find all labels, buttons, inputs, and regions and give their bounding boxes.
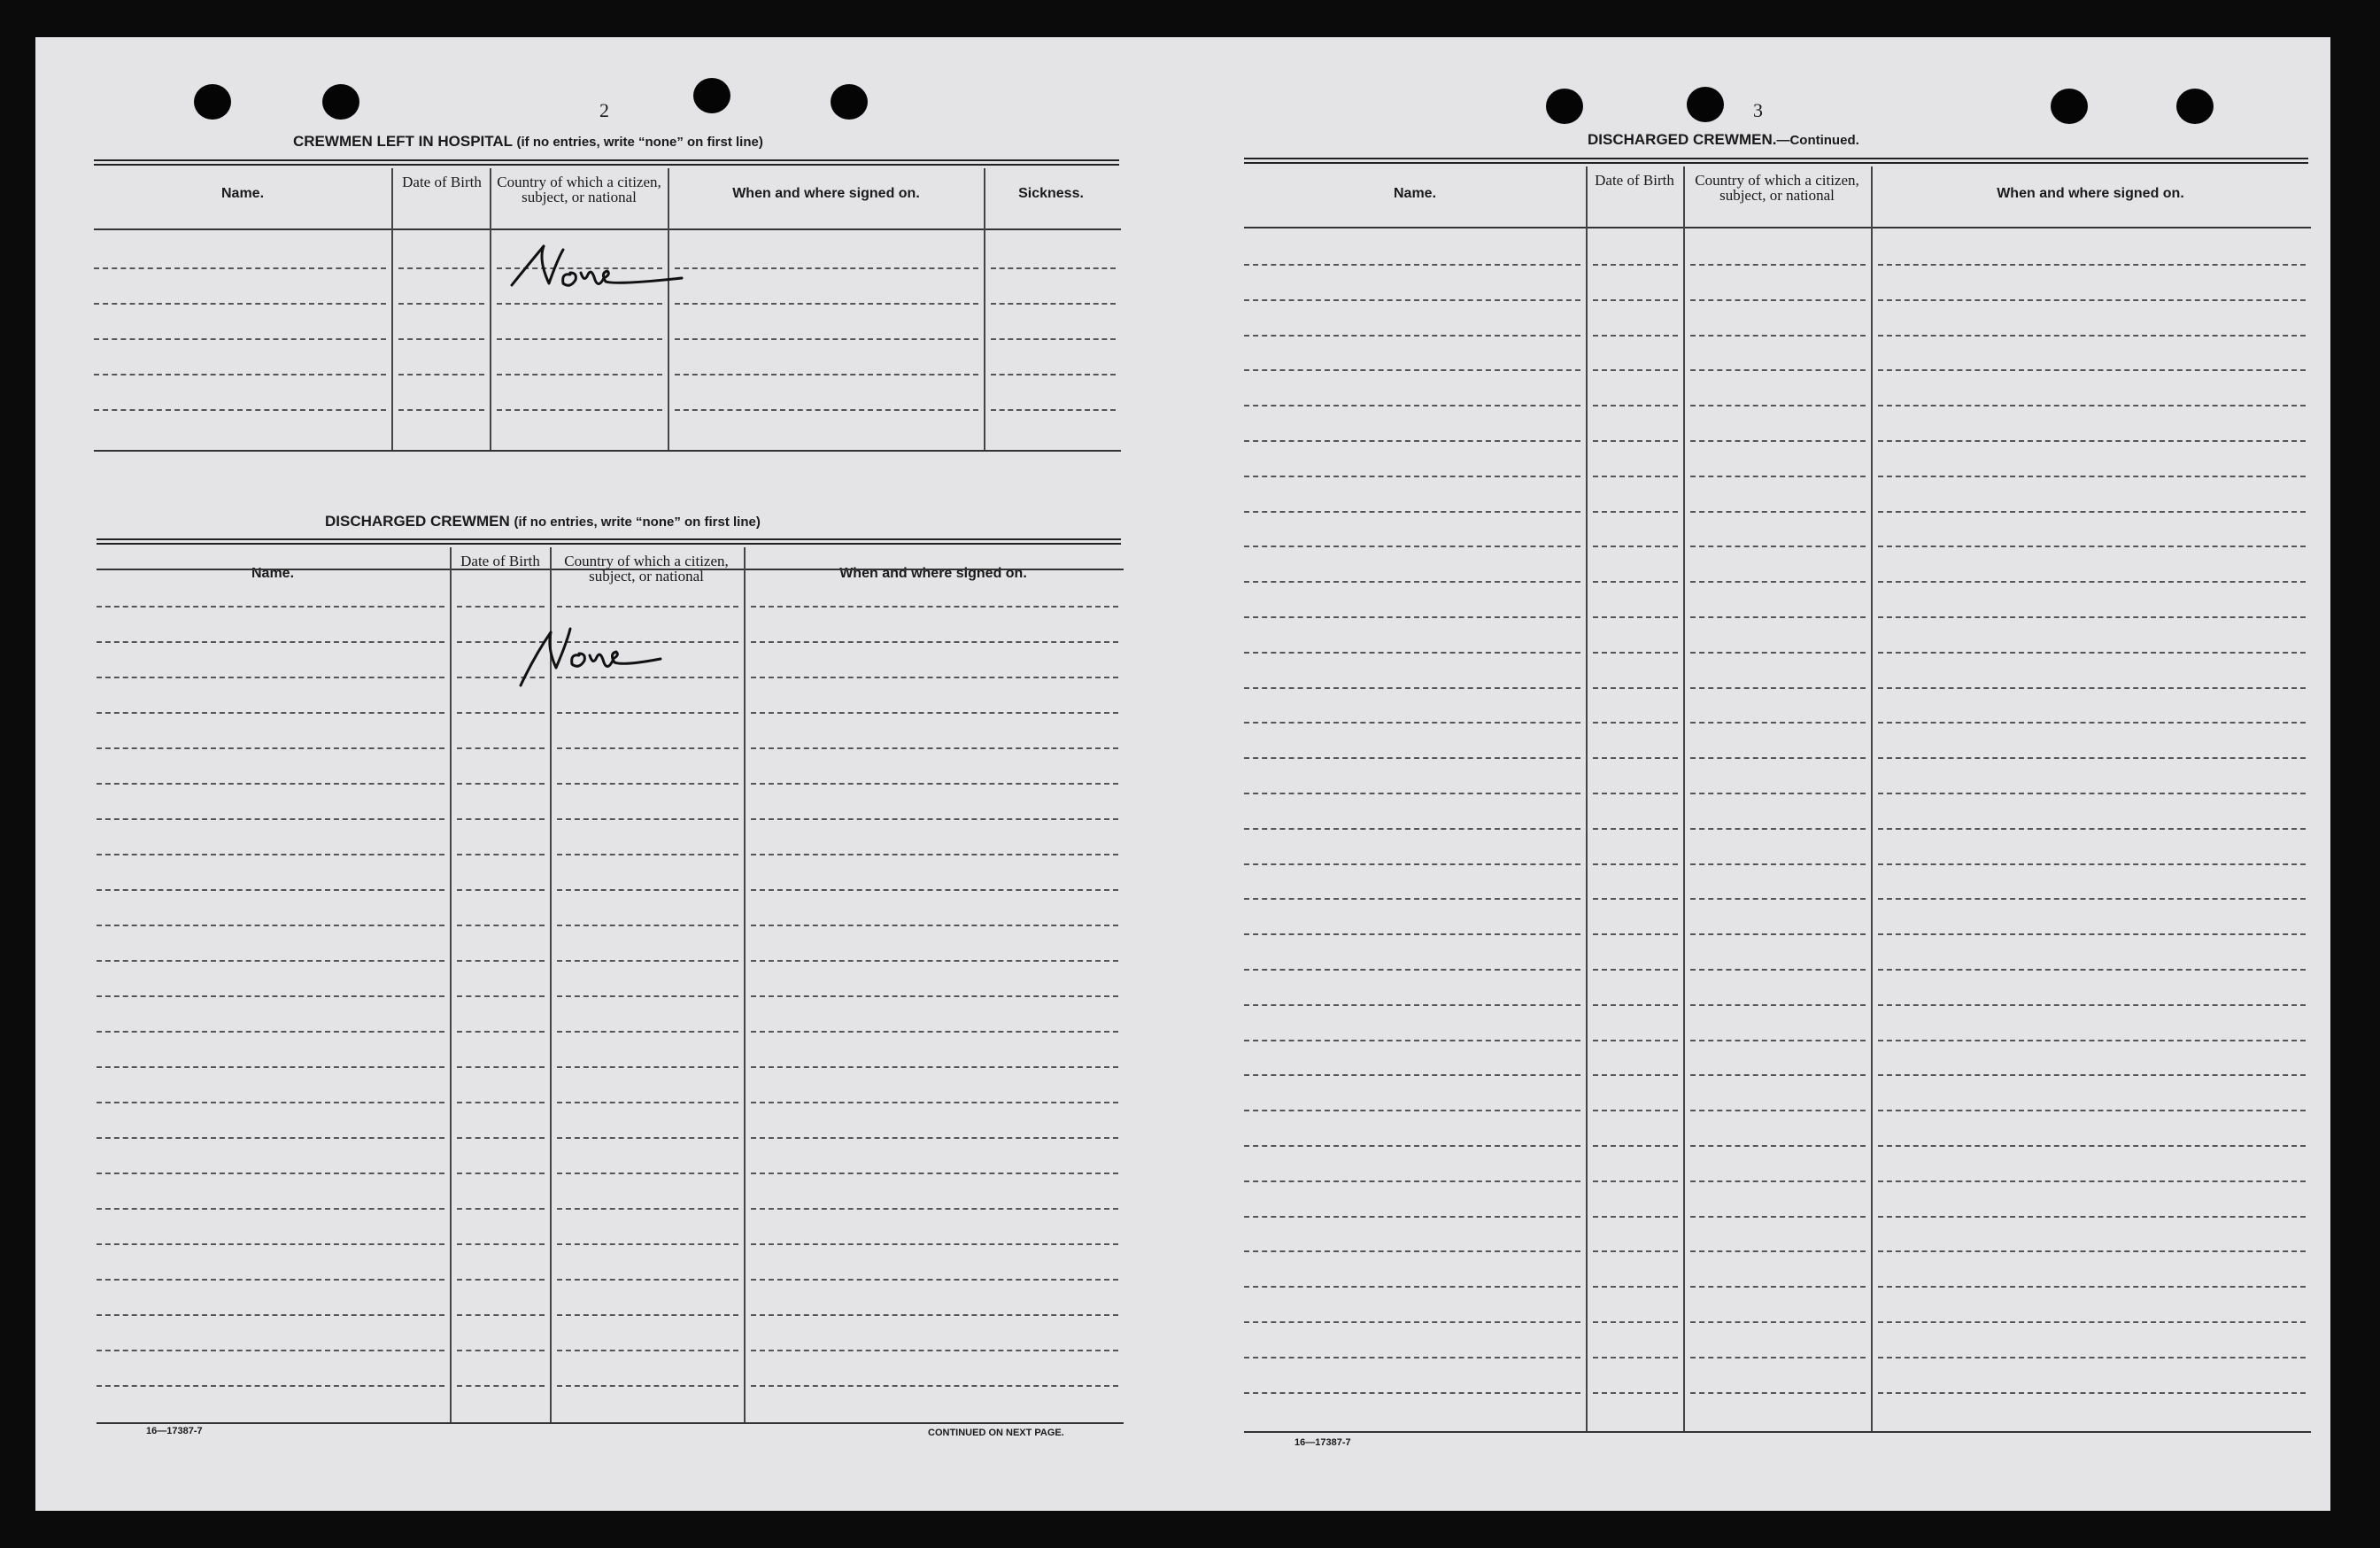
- handwritten-none-hospital: [505, 230, 717, 319]
- row-rule: [557, 1350, 738, 1351]
- row-rule: [557, 783, 738, 785]
- row-rule: [97, 1385, 444, 1387]
- row-rule: [1690, 581, 1866, 583]
- punch-hole: [2051, 89, 2088, 124]
- row-rule: [557, 1173, 738, 1174]
- row-rule: [1244, 1074, 1580, 1076]
- row-rule: [97, 1314, 444, 1316]
- row-rule: [1244, 828, 1580, 830]
- row-rule: [94, 374, 386, 375]
- row-rule: [1690, 335, 1866, 337]
- row-rule: [557, 1208, 738, 1210]
- row-rule: [1878, 511, 2306, 513]
- hospital-subtitle-text: (if no entries, write “none” on first line): [516, 135, 763, 150]
- row-rule: [675, 409, 978, 411]
- row-rule: [1593, 1145, 1678, 1147]
- row-rule: [1878, 1074, 2306, 1076]
- row-rule: [1244, 299, 1580, 301]
- row-rule: [751, 995, 1118, 997]
- row-rule: [97, 818, 444, 820]
- form-number-right: 16—17387-7: [1294, 1437, 1351, 1448]
- row-rule: [751, 1208, 1118, 1210]
- row-rule: [1593, 969, 1678, 971]
- row-rule: [97, 1031, 444, 1033]
- row-rule: [457, 1066, 545, 1068]
- row-rule: [1244, 687, 1580, 689]
- row-rule: [557, 960, 738, 962]
- row-rule: [1690, 863, 1866, 865]
- row-rule: [991, 267, 1116, 269]
- row-rule: [557, 1243, 738, 1245]
- row-rule: [1593, 546, 1678, 547]
- column-divider: [490, 168, 491, 450]
- row-rule: [1690, 1392, 1866, 1394]
- row-rule: [1690, 264, 1866, 266]
- row-rule: [557, 1385, 738, 1387]
- row-rule: [751, 1314, 1118, 1316]
- row-rule: [1690, 757, 1866, 759]
- row-rule: [751, 889, 1118, 891]
- row-rule: [1593, 757, 1678, 759]
- row-rule: [1878, 757, 2306, 759]
- row-rule: [1593, 1004, 1678, 1006]
- row-rule: [1878, 969, 2306, 971]
- row-rule: [1878, 1004, 2306, 1006]
- row-rule: [1878, 335, 2306, 337]
- row-rule: [1878, 1145, 2306, 1147]
- discharged-top-rule: [97, 538, 1121, 545]
- row-rule: [1593, 687, 1678, 689]
- row-rule: [497, 374, 662, 375]
- row-rule: [457, 1173, 545, 1174]
- row-rule: [1244, 546, 1580, 547]
- row-rule: [1593, 511, 1678, 513]
- row-rule: [1244, 440, 1580, 442]
- row-rule: [1244, 369, 1580, 371]
- row-rule: [751, 854, 1118, 855]
- row-rule: [557, 1314, 738, 1316]
- row-rule: [1593, 722, 1678, 724]
- row-rule: [557, 818, 738, 820]
- row-rule: [751, 606, 1118, 608]
- table-bottom-rule: [97, 1422, 1124, 1424]
- row-rule: [457, 712, 545, 714]
- column-divider: [1586, 166, 1588, 1431]
- row-rule: [557, 925, 738, 926]
- row-rule: [1593, 405, 1678, 406]
- discharged-title-text: DISCHARGED CREWMEN: [325, 513, 510, 530]
- table-bottom-rule: [94, 450, 1121, 452]
- header-rule: [97, 569, 1124, 570]
- punch-hole: [693, 78, 730, 113]
- row-rule: [398, 267, 484, 269]
- row-rule: [1878, 264, 2306, 266]
- row-rule: [751, 1066, 1118, 1068]
- row-rule: [97, 995, 444, 997]
- row-rule: [1690, 652, 1866, 654]
- discharged-continued-title: [1588, 131, 1859, 149]
- row-rule: [97, 889, 444, 891]
- discharged-col-name: Name.: [251, 566, 295, 581]
- row-rule: [1593, 476, 1678, 477]
- row-rule: [557, 995, 738, 997]
- row-rule: [457, 1279, 545, 1281]
- row-rule: [1690, 687, 1866, 689]
- row-rule: [457, 960, 545, 962]
- row-rule: [1593, 933, 1678, 935]
- row-rule: [97, 747, 444, 749]
- row-rule: [751, 1243, 1118, 1245]
- row-rule: [1690, 405, 1866, 406]
- row-rule: [751, 1385, 1118, 1387]
- row-rule: [1593, 793, 1678, 794]
- row-rule: [497, 409, 662, 411]
- row-rule: [1244, 1180, 1580, 1182]
- row-rule: [1593, 299, 1678, 301]
- row-rule: [1593, 652, 1678, 654]
- row-rule: [457, 1208, 545, 1210]
- row-rule: [1593, 1180, 1678, 1182]
- row-rule: [94, 409, 386, 411]
- row-rule: [457, 1137, 545, 1139]
- row-rule: [97, 854, 444, 855]
- row-rule: [1244, 1040, 1580, 1041]
- punch-hole: [194, 84, 231, 120]
- row-rule: [751, 747, 1118, 749]
- row-rule: [1244, 1286, 1580, 1288]
- row-rule: [1878, 828, 2306, 830]
- row-rule: [97, 712, 444, 714]
- row-rule: [1244, 1357, 1580, 1358]
- row-rule: [1244, 405, 1580, 406]
- row-rule: [1244, 616, 1580, 618]
- row-rule: [751, 1137, 1118, 1139]
- row-rule: [97, 1208, 444, 1210]
- column-divider: [1683, 166, 1685, 1431]
- row-rule: [1878, 546, 2306, 547]
- row-rule: [557, 889, 738, 891]
- row-rule: [97, 677, 444, 678]
- row-rule: [1593, 898, 1678, 900]
- page-number-left: 2: [599, 99, 609, 121]
- row-rule: [1690, 1286, 1866, 1288]
- row-rule: [675, 338, 978, 340]
- hospital-col-dob: Date of Birth: [402, 174, 482, 190]
- row-rule: [1690, 1074, 1866, 1076]
- row-rule: [457, 783, 545, 785]
- row-rule: [1878, 369, 2306, 371]
- row-rule: [1690, 1180, 1866, 1182]
- row-rule: [751, 677, 1118, 678]
- row-rule: [1244, 581, 1580, 583]
- row-rule: [457, 889, 545, 891]
- row-rule: [1244, 1145, 1580, 1147]
- punch-hole: [322, 84, 359, 120]
- row-rule: [1878, 793, 2306, 794]
- row-rule: [1690, 369, 1866, 371]
- row-rule: [1593, 1040, 1678, 1041]
- row-rule: [991, 303, 1116, 305]
- row-rule: [457, 925, 545, 926]
- row-rule: [751, 818, 1118, 820]
- row-rule: [1593, 1357, 1678, 1358]
- row-rule: [751, 641, 1118, 643]
- row-rule: [1593, 1250, 1678, 1252]
- column-divider: [391, 168, 393, 450]
- row-rule: [97, 1066, 444, 1068]
- row-rule: [1878, 687, 2306, 689]
- row-rule: [751, 960, 1118, 962]
- row-rule: [1244, 793, 1580, 794]
- row-rule: [557, 1102, 738, 1103]
- row-rule: [1690, 511, 1866, 513]
- row-rule: [1593, 1392, 1678, 1394]
- row-rule: [1878, 299, 2306, 301]
- continued-top-rule: [1244, 158, 2308, 164]
- hospital-title-text: CREWMEN LEFT IN HOSPITAL: [293, 133, 513, 150]
- row-rule: [1690, 546, 1866, 547]
- row-rule: [1690, 1040, 1866, 1041]
- row-rule: [497, 338, 662, 340]
- row-rule: [1878, 581, 2306, 583]
- row-rule: [1878, 898, 2306, 900]
- row-rule: [1690, 722, 1866, 724]
- row-rule: [457, 1314, 545, 1316]
- row-rule: [94, 338, 386, 340]
- row-rule: [1244, 1004, 1580, 1006]
- row-rule: [97, 1102, 444, 1103]
- row-rule: [1690, 1321, 1866, 1323]
- row-rule: [1244, 722, 1580, 724]
- row-rule: [1690, 969, 1866, 971]
- row-rule: [1593, 369, 1678, 371]
- row-rule: [1244, 476, 1580, 477]
- row-rule: [398, 409, 484, 411]
- scanned-document: [35, 37, 2330, 1511]
- row-rule: [457, 747, 545, 749]
- row-rule: [557, 854, 738, 855]
- row-rule: [97, 641, 444, 643]
- row-rule: [457, 1350, 545, 1351]
- continued-col-dob: Date of Birth: [1595, 172, 1674, 189]
- discharged-col-dob: Date of Birth: [460, 553, 540, 569]
- continued-subtitle-text: —Continued.: [1776, 133, 1859, 148]
- row-rule: [1593, 1286, 1678, 1288]
- row-rule: [1690, 898, 1866, 900]
- punch-hole: [831, 84, 868, 120]
- row-rule: [991, 338, 1116, 340]
- column-divider: [984, 168, 985, 450]
- row-rule: [1690, 1110, 1866, 1111]
- row-rule: [1690, 476, 1866, 477]
- row-rule: [991, 374, 1116, 375]
- row-rule: [1244, 933, 1580, 935]
- row-rule: [1244, 898, 1580, 900]
- row-rule: [1593, 264, 1678, 266]
- row-rule: [751, 1173, 1118, 1174]
- row-rule: [1690, 299, 1866, 301]
- row-rule: [751, 712, 1118, 714]
- row-rule: [1878, 863, 2306, 865]
- continued-title-text: DISCHARGED CREWMEN.: [1588, 131, 1777, 148]
- row-rule: [1878, 1216, 2306, 1218]
- row-rule: [1690, 616, 1866, 618]
- row-rule: [1593, 335, 1678, 337]
- row-rule: [1690, 793, 1866, 794]
- row-rule: [1244, 969, 1580, 971]
- row-rule: [1593, 1321, 1678, 1323]
- column-divider: [450, 547, 452, 1422]
- row-rule: [1690, 1004, 1866, 1006]
- row-rule: [398, 303, 484, 305]
- row-rule: [97, 1243, 444, 1245]
- handwritten-none-discharged: [515, 593, 719, 691]
- discharged-col-country: Country of which a citizen, subject, or national: [564, 553, 729, 584]
- row-rule: [1593, 1216, 1678, 1218]
- row-rule: [1878, 652, 2306, 654]
- continued-col-country: Country of which a citizen, subject, or national: [1695, 172, 1859, 204]
- row-rule: [1244, 1392, 1580, 1394]
- form-number-left: 16—17387-7: [146, 1426, 203, 1436]
- row-rule: [1593, 828, 1678, 830]
- row-rule: [1690, 933, 1866, 935]
- hospital-col-sickness: Sickness.: [1018, 186, 1084, 201]
- row-rule: [1690, 1250, 1866, 1252]
- row-rule: [1690, 828, 1866, 830]
- row-rule: [1878, 405, 2306, 406]
- row-rule: [1244, 757, 1580, 759]
- row-rule: [398, 374, 484, 375]
- row-rule: [1244, 1110, 1580, 1111]
- row-rule: [1878, 440, 2306, 442]
- row-rule: [1244, 1216, 1580, 1218]
- row-rule: [557, 1031, 738, 1033]
- row-rule: [457, 854, 545, 855]
- row-rule: [398, 338, 484, 340]
- row-rule: [991, 409, 1116, 411]
- row-rule: [1690, 1216, 1866, 1218]
- punch-hole: [1687, 87, 1724, 122]
- row-rule: [1244, 1250, 1580, 1252]
- hospital-section-title: [293, 133, 763, 151]
- row-rule: [751, 1102, 1118, 1103]
- row-rule: [97, 1350, 444, 1351]
- row-rule: [1878, 476, 2306, 477]
- row-rule: [675, 267, 978, 269]
- hospital-col-name: Name.: [220, 186, 265, 201]
- row-rule: [1593, 1074, 1678, 1076]
- row-rule: [1593, 1110, 1678, 1111]
- row-rule: [1878, 1286, 2306, 1288]
- row-rule: [1244, 511, 1580, 513]
- row-rule: [457, 1385, 545, 1387]
- punch-hole: [2176, 89, 2214, 124]
- row-rule: [557, 747, 738, 749]
- row-rule: [97, 960, 444, 962]
- row-rule: [557, 1066, 738, 1068]
- punch-hole: [1546, 89, 1583, 124]
- row-rule: [1593, 616, 1678, 618]
- row-rule: [557, 1137, 738, 1139]
- row-rule: [457, 995, 545, 997]
- continued-note: CONTINUED ON NEXT PAGE.: [928, 1428, 1064, 1438]
- row-rule: [1878, 1040, 2306, 1041]
- row-rule: [751, 925, 1118, 926]
- row-rule: [1878, 722, 2306, 724]
- row-rule: [1244, 863, 1580, 865]
- row-rule: [1878, 1250, 2306, 1252]
- row-rule: [1690, 440, 1866, 442]
- continued-col-signed-on: When and where signed on.: [1997, 186, 2184, 201]
- row-rule: [1244, 652, 1580, 654]
- row-rule: [1878, 1321, 2306, 1323]
- row-rule: [1690, 1145, 1866, 1147]
- row-rule: [1878, 1357, 2306, 1358]
- row-rule: [751, 783, 1118, 785]
- column-divider: [744, 547, 746, 1422]
- row-rule: [675, 303, 978, 305]
- row-rule: [675, 374, 978, 375]
- hospital-col-signed-on: When and where signed on.: [732, 186, 920, 201]
- row-rule: [1878, 933, 2306, 935]
- continued-col-name: Name.: [1393, 186, 1437, 201]
- discharged-col-signed-on: When and where signed on.: [839, 566, 1027, 581]
- row-rule: [1878, 1392, 2306, 1394]
- hospital-col-country: Country of which a citizen, subject, or national: [497, 174, 661, 205]
- row-rule: [97, 1173, 444, 1174]
- row-rule: [1593, 581, 1678, 583]
- row-rule: [557, 1279, 738, 1281]
- page-number-right: 3: [1753, 99, 1763, 121]
- row-rule: [751, 1031, 1118, 1033]
- row-rule: [1690, 1357, 1866, 1358]
- row-rule: [97, 606, 444, 608]
- row-rule: [94, 303, 386, 305]
- row-rule: [1244, 335, 1580, 337]
- header-rule: [1244, 227, 2311, 228]
- row-rule: [1593, 863, 1678, 865]
- discharged-section-title: [325, 513, 761, 530]
- discharged-subtitle-text: (if no entries, write “none” on first line): [514, 515, 761, 530]
- row-rule: [1878, 1180, 2306, 1182]
- row-rule: [457, 1243, 545, 1245]
- row-rule: [97, 783, 444, 785]
- table-bottom-rule: [1244, 1431, 2311, 1433]
- row-rule: [751, 1350, 1118, 1351]
- row-rule: [97, 1137, 444, 1139]
- row-rule: [457, 1102, 545, 1103]
- row-rule: [1878, 1110, 2306, 1111]
- hospital-top-rule: [94, 159, 1119, 166]
- row-rule: [94, 267, 386, 269]
- row-rule: [457, 1031, 545, 1033]
- row-rule: [557, 712, 738, 714]
- row-rule: [97, 1279, 444, 1281]
- column-divider: [1871, 166, 1873, 1431]
- row-rule: [1244, 1321, 1580, 1323]
- row-rule: [1593, 440, 1678, 442]
- row-rule: [97, 925, 444, 926]
- row-rule: [1244, 264, 1580, 266]
- row-rule: [1878, 616, 2306, 618]
- row-rule: [751, 1279, 1118, 1281]
- row-rule: [457, 818, 545, 820]
